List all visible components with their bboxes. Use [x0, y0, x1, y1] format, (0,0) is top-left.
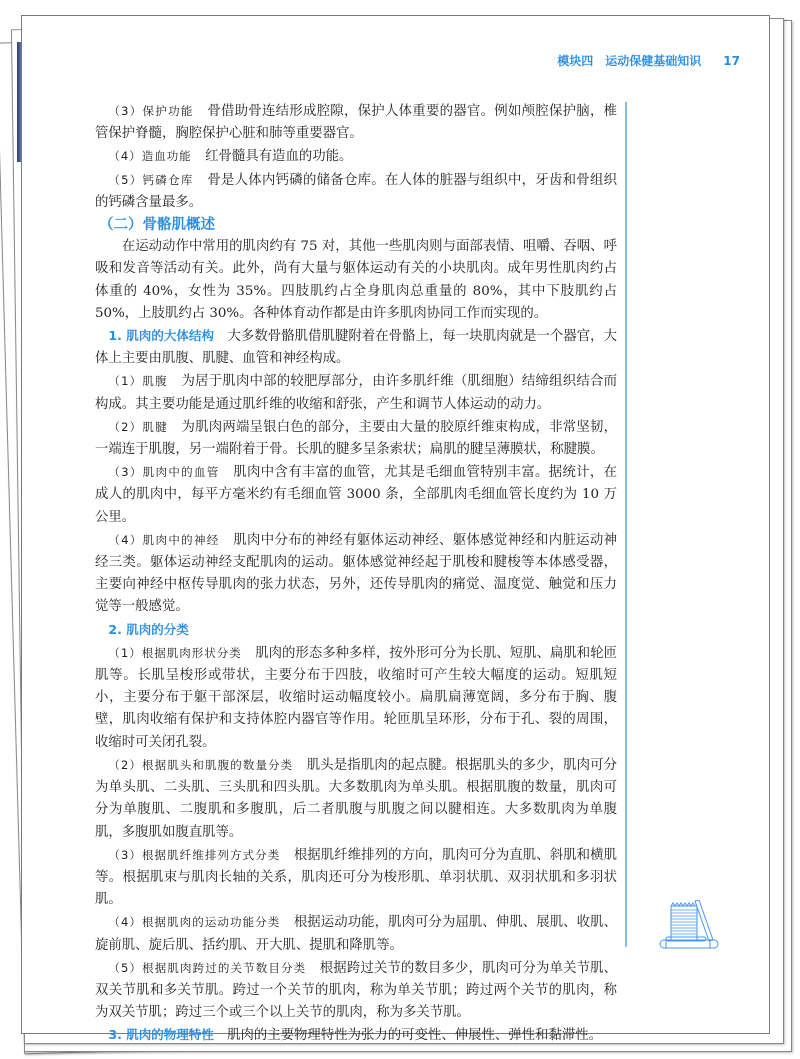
- books-notebook-icon: [656, 900, 722, 952]
- item-label: （5）钙磷仓库: [108, 172, 194, 187]
- item-paragraph: [95, 754, 617, 844]
- subsection-heading: 1. 肌肉的大体结构: [108, 328, 215, 344]
- item-text: 为肌肉两端呈银白色的部分，主要由大量的胶原纤维束构成，非常坚韧，一端连于肌腹，另一端附着于骨。长肌的腱多呈条索状；扁肌的腱呈薄膜状，称腱膜。: [95, 419, 617, 458]
- margin-rule: [625, 102, 627, 947]
- item-text: 骨借助骨连结形成腔隙，保护人体重要的器官。例如颅腔保护脑，椎管保护脊髓，胸腔保护心脏和肺等重要器官。: [95, 104, 618, 142]
- item-text: 肌肉的形态多种多样，按外形可分为长肌、短肌、扁肌和轮匝肌等。长肌呈梭形或带状，主要分布于四肢，收缩时可产生较大幅度的运动。短肌短小，主要分布于躯干部深层，收缩时运动幅度较小。扁肌扁薄宽阔，多分布于胸、腹壁，肌肉收缩有保护和支持体腔内器官等作用。轮匝肌呈环形，分布于孔、裂的周围，收缩时可关闭孔裂。: [95, 645, 617, 750]
- item-paragraph: [95, 642, 617, 754]
- page-number: 17: [723, 54, 740, 68]
- item-text: 红骨髓具有造血的功能。: [205, 149, 353, 165]
- running-header: [557, 52, 740, 69]
- item-text: 根据跨过关节的数目多少，肌肉可分为单关节肌、双关节肌和多关节肌。跨过一个关节的肌肉，称为单关节肌；跨过两个关节的肌肉，称为双关节肌；跨过三个或三个以上关节的肌肉，称为多关节肌。: [95, 960, 618, 1021]
- item-label: （1）根据肌肉形状分类: [108, 645, 242, 660]
- item-paragraph: [95, 461, 617, 529]
- item-text: 大多数骨骼肌借肌腱附着在骨骼上，每一块肌肉就是一个器官，大体上主要由肌腹、肌腱、血管和神经构成。: [95, 329, 617, 367]
- item-text: 根据肌纤维排列的方向，肌肉可分为直肌、斜肌和横肌等。根据肌束与肌肉长轴的关系，肌肉还可分为梭形肌、单羽状肌、双羽状肌和多羽状肌。: [95, 847, 618, 908]
- item-paragraph: [95, 416, 617, 461]
- item-label: （3）保护功能: [108, 104, 194, 118]
- item-paragraph: [95, 169, 617, 214]
- item-label: （4）根据肌肉的运动功能分类: [108, 915, 281, 930]
- item-label: （3）根据肌纤维排列方式分类: [108, 847, 281, 862]
- subsection-heading: 2. 肌肉的分类: [108, 621, 189, 637]
- paragraph: 在运动动作中常用的肌肉约有 75 对，其他一些肌肉则与面部表情、咀嚼、吞咽、呼吸和发音等活动有关。此外，尚有大量与躯体运动有关的小块肌肉。成年男性肌肉约占体重的 40%，女性为 35%。四肢肌约占全身肌肉总重量的 80%，其中下肢肌约占 50%，上肢肌约占 30%。各种体育动作都是由许多肌肉协同工作而实现的。: [95, 239, 617, 321]
- item-paragraph: [95, 957, 617, 1025]
- item-text: 肌头是指肌肉的起点腱。根据肌头的多少，肌肉可分为单头肌、二头肌、三头肌和四头肌。大多数肌肉为单头肌。根据肌腹的数量，肌肉可分为单腹肌、二腹肌和多腹肌，后二者肌腹与肌腹之间以腱相连。大多数肌肉为单腹肌，多腹肌如腹直肌等。: [95, 757, 617, 840]
- item-label: （4）造血功能: [108, 149, 192, 164]
- section-heading: （二）骨骼肌概述: [99, 217, 215, 234]
- item-label: （2）肌腱: [108, 419, 168, 434]
- page-body: [95, 100, 617, 1048]
- subsection-paragraph: [95, 325, 617, 370]
- item-paragraph: [95, 529, 617, 619]
- item-label: （2）根据肌头和肌腹的数量分类: [108, 757, 294, 772]
- item-label: （5）根据肌肉跨过的关节数目分类: [108, 960, 307, 975]
- subsection-paragraph: [95, 1024, 617, 1047]
- item-text: 肌肉的主要物理特性为张力的可变性、伸展性、弹性和黏滞性。: [227, 1028, 603, 1044]
- item-text: 肌肉中含有丰富的血管，尤其是毛细血管特别丰富。据统计，在成人的肌肉中，每平方毫米约有毛细血管 3000 条，全部肌肉毛细血管长度约为 10 万公里。: [95, 465, 618, 525]
- item-text: 肌肉中分布的神经有躯体运动神经、躯体感觉神经和内脏运动神经三类。躯体运动神经支配肌肉的运动。躯体感觉神经起于肌梭和腱梭等本体感受器，主要向神经中枢传导肌肉的张力状态，另外，还传导肌肉的痛觉、温度觉、触觉和压力觉等一般感觉。: [95, 532, 618, 615]
- item-label: （4）肌肉中的神经: [108, 532, 220, 547]
- module-title: 模块四 运动保健基础知识: [557, 54, 702, 68]
- item-text: 根据运动功能，肌肉可分为屈肌、伸肌、展肌、收肌、旋前肌、旋后肌、括约肌、开大肌、提肌和降肌等。: [95, 915, 618, 953]
- item-paragraph: [95, 370, 617, 415]
- subsection-paragraph: [95, 619, 617, 642]
- item-paragraph: [95, 911, 617, 956]
- item-label: （3）肌肉中的血管: [108, 465, 220, 480]
- item-paragraph: [95, 145, 617, 168]
- item-label: （1）肌腹: [108, 374, 168, 389]
- item-paragraph: [95, 844, 617, 912]
- item-paragraph: [95, 100, 617, 145]
- item-text: 骨是人体内钙磷的储备仓库。在人体的脏器与组织中，牙齿和骨组织的钙磷含量最多。: [95, 172, 618, 210]
- item-text: 为居于肌肉中部的较肥厚部分，由许多肌纤维（肌细胞）结缔组织结合而构成。其主要功能是通过肌纤维的收缩和舒张，产生和调节人体运动的动力。: [95, 374, 617, 412]
- subsection-heading: 3. 肌肉的物理特性: [108, 1027, 214, 1043]
